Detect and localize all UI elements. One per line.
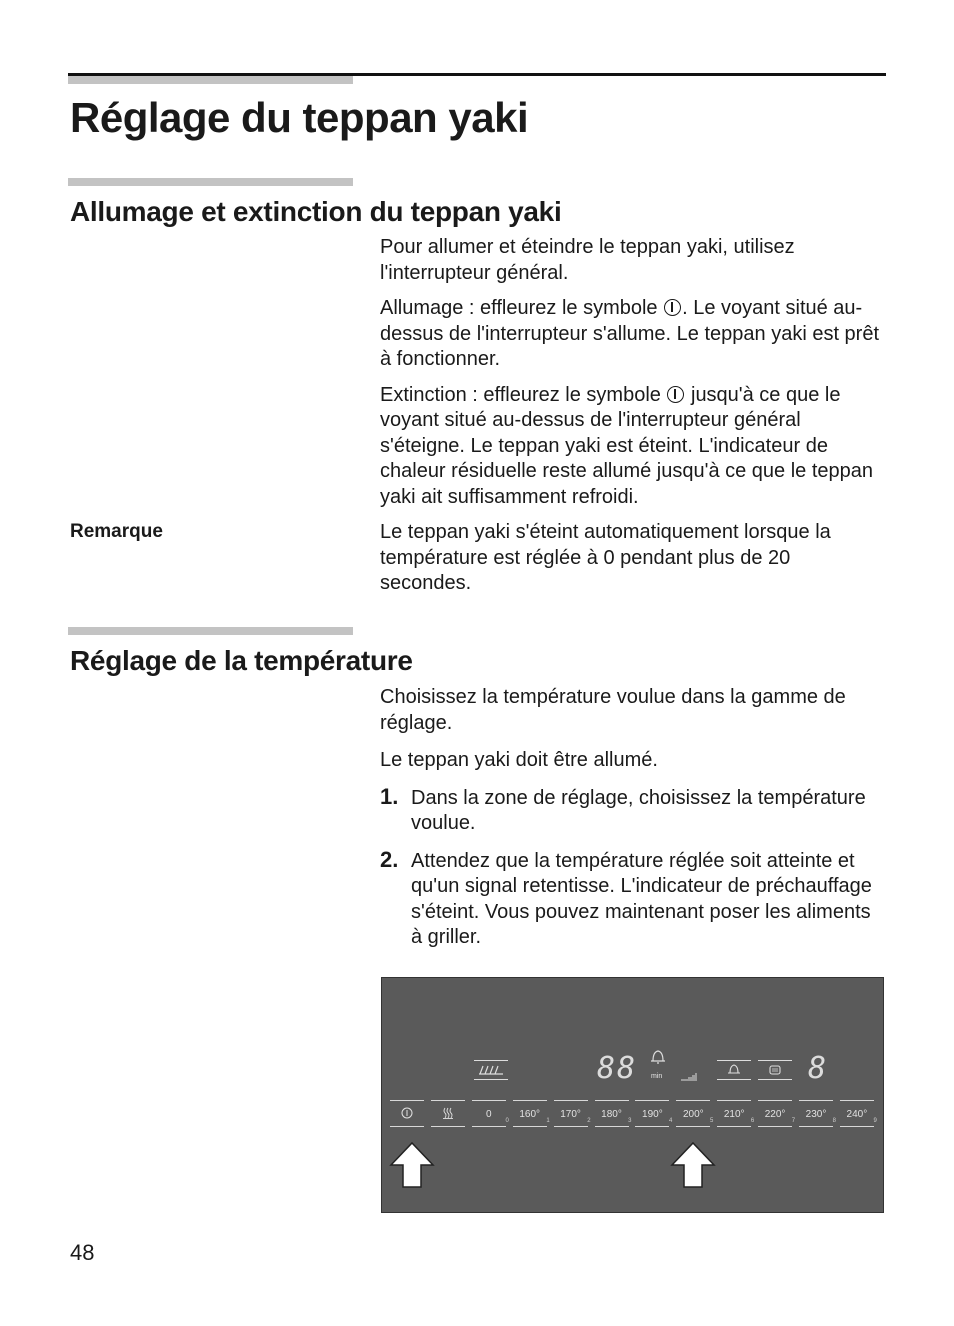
power-icon: [390, 1107, 424, 1122]
preheat-indicator-icon: [680, 1068, 698, 1086]
control-panel-illustration: [381, 977, 884, 1213]
key-index: 4: [669, 1118, 673, 1124]
step-2: 2. Attendez que la température réglée soit atteinte et qu'un signal retentisse. L'indicateur de préchauffage s'éteint. Vous pouvez maintenant poser les aliments à griller.: [380, 846, 872, 948]
key-0[interactable]: [390, 1098, 424, 1128]
heat-waves-icon: [431, 1107, 465, 1122]
key-bar: [717, 1100, 751, 1101]
note-label: Remarque: [70, 521, 163, 542]
key-bar: [554, 1100, 588, 1101]
key-bar: [390, 1126, 424, 1127]
header-accent-rule: [68, 76, 353, 84]
key-bar: [390, 1100, 424, 1101]
key-bar: [472, 1100, 506, 1101]
paragraph: Choisissez la température voulue dans la gamme de réglage.: [380, 686, 846, 734]
power-symbol-icon: [664, 299, 681, 316]
key-label: 240°: [846, 1109, 868, 1120]
bell-icon: [650, 1048, 666, 1071]
power-symbol-icon: [667, 386, 684, 403]
key-label: 170°: [560, 1109, 581, 1120]
arrow-up-icon: [388, 1141, 436, 1194]
min-label: min: [651, 1073, 663, 1080]
key-label: 190°: [642, 1109, 663, 1120]
key-index: 6: [750, 1118, 755, 1124]
key-bar: [799, 1126, 833, 1127]
key-bar: [840, 1100, 874, 1101]
key-bar: [595, 1126, 629, 1127]
grill-indicator-icon: [474, 1060, 508, 1080]
key-4[interactable]: [554, 1098, 591, 1128]
section-2-body: [380, 685, 885, 961]
key-bar: [431, 1100, 465, 1101]
key-index: 3: [628, 1118, 632, 1124]
key-index: 9: [873, 1118, 877, 1124]
paragraph: Le teppan yaki doit être allumé.: [380, 749, 658, 771]
key-label: 180°: [601, 1109, 622, 1120]
key-label: 0: [486, 1109, 492, 1120]
keep-warm-icon: [758, 1060, 792, 1080]
key-8[interactable]: [717, 1098, 755, 1128]
key-bar: [676, 1126, 710, 1127]
key-bar: [840, 1126, 874, 1127]
key-bar: [595, 1100, 629, 1101]
key-index: 5: [709, 1118, 714, 1124]
page-title: Réglage du teppan yaki: [70, 94, 529, 141]
key-11[interactable]: [840, 1098, 877, 1128]
key-bar: [635, 1100, 669, 1101]
timer-display: 88: [597, 1051, 638, 1086]
key-bar: [717, 1126, 751, 1127]
alarm-bell-icon: [717, 1060, 751, 1080]
page-number: 48: [70, 1240, 95, 1265]
key-bar: [472, 1126, 506, 1127]
key-6[interactable]: [635, 1098, 673, 1128]
note-text: Le teppan yaki s'éteint automatiquement lorsque la température est réglée à 0 pendant plus de 20 secondes.: [380, 521, 831, 594]
key-7[interactable]: [676, 1098, 714, 1128]
key-index: 1: [546, 1118, 550, 1124]
key-2[interactable]: [472, 1098, 509, 1128]
key-row: [390, 1098, 877, 1128]
key-1[interactable]: [431, 1098, 465, 1128]
key-index: 0: [505, 1118, 509, 1124]
key-bar: [676, 1100, 710, 1101]
section-heading-1: Allumage et extinction du teppan yaki: [70, 196, 562, 227]
key-bar: [513, 1126, 547, 1127]
key-bar: [758, 1126, 792, 1127]
key-5[interactable]: [595, 1098, 632, 1128]
key-bar: [513, 1100, 547, 1101]
step-1: 1. Dans la zone de réglage, choisissez la température voulue.: [380, 783, 866, 834]
key-bar: [431, 1126, 465, 1127]
single-digit-display: 8: [808, 1051, 829, 1086]
key-index: 2: [587, 1118, 591, 1124]
key-label: 210°: [723, 1109, 745, 1120]
section-rule-2: [68, 627, 353, 635]
section-1-body: [380, 235, 885, 607]
arrow-up-icon: [669, 1141, 717, 1194]
key-label: 220°: [764, 1109, 786, 1120]
paragraph: Extinction : effleurez le symbole jusqu'à ce que le voyant situé au-dessus de l'interrupteur général s'éteigne. Le teppan yaki est éteint. L'indicateur de chaleur résiduelle reste allumé jusqu'à ce que le teppan yaki ait suffisamment refroidi.: [380, 383, 874, 508]
key-label: 160°: [519, 1109, 541, 1120]
paragraph: Allumage : effleurez le symbole . Le voyant situé au-dessus de l'interrupteur s'allume. Le teppan yaki est prêt à fonctionner.: [380, 297, 880, 370]
key-bar: [635, 1126, 669, 1127]
key-bar: [758, 1100, 792, 1101]
key-bar: [554, 1126, 588, 1127]
key-index: 7: [791, 1118, 796, 1124]
key-index: 8: [832, 1118, 836, 1124]
section-rule-1: [68, 178, 353, 186]
key-bar: [799, 1100, 833, 1101]
key-3[interactable]: [513, 1098, 550, 1128]
paragraph: Pour allumer et éteindre le teppan yaki, utilisez l'interrupteur général.: [380, 236, 795, 284]
key-9[interactable]: [758, 1098, 796, 1128]
key-label: 200°: [682, 1109, 704, 1120]
key-label: 230°: [805, 1109, 827, 1120]
section-heading-2: Réglage de la température: [70, 645, 413, 676]
key-10[interactable]: [799, 1098, 836, 1128]
